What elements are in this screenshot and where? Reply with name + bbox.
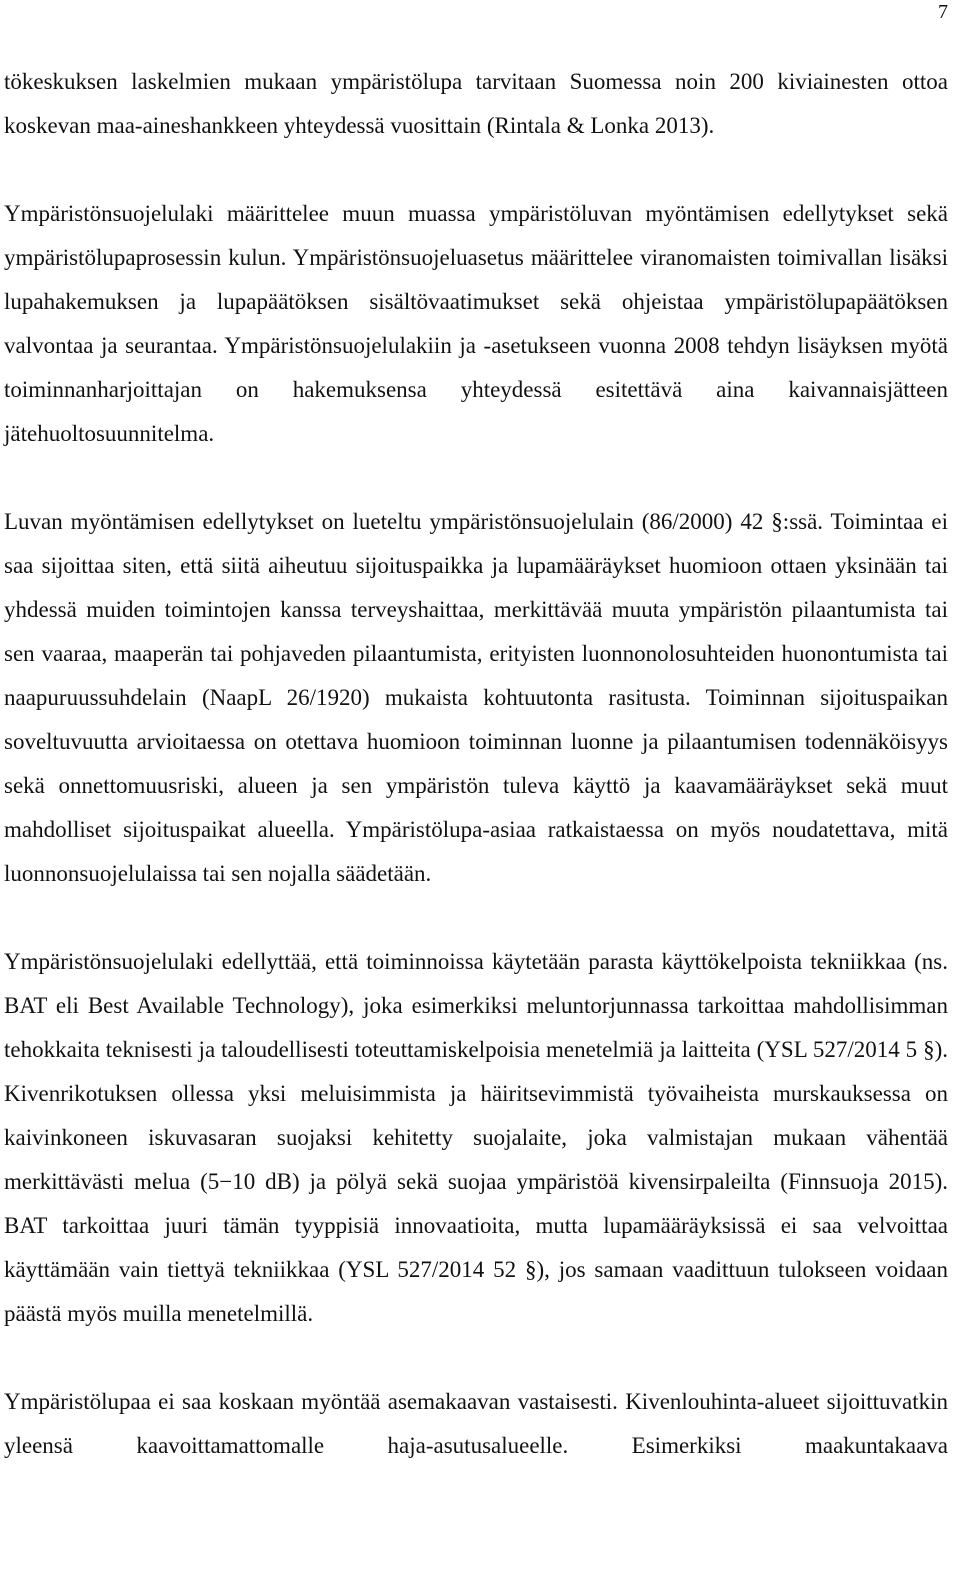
document-body — [4, 60, 948, 1468]
paragraph-5: Ympäristölupaa ei saa koskaan myöntää asemakaavan vastaisesti. Kivenlouhinta-alueet sijoittuvatkin yleensä kaavoittamattomalle haja-asutusalueelle. Esimerkiksi maakuntakaava — [4, 1389, 948, 1458]
paragraph-gap — [4, 148, 948, 192]
paragraph-gap — [4, 1336, 948, 1380]
paragraph-2: Ympäristönsuojelulaki määrittelee muun muassa ympäristöluvan myöntämisen edellytykset sekä ympäristölupaprosessin kulun. Ympäristönsuojeluasetus määrittelee viranomaisten toimivallan lisäksi lupahakemuksen ja lupapäätöksen sisältövaatimukset sekä ohjeistaa ympäristölupapäätöksen valvontaa ja seurantaa. Ympäristönsuojelulakiin ja -asetukseen vuonna 2008 tehdyn lisäyksen myötä toiminnanharjoittajan on hakemuksensa yhteydessä esitettävä aina kaivannaisjätteen jätehuoltosuunnitelma. — [4, 201, 948, 446]
paragraph-3: Luvan myöntämisen edellytykset on lueteltu ympäristönsuojelulain (86/2000) 42 §:ssä. Toimintaa ei saa sijoittaa siten, että siitä aiheutuu sijoituspaikka ja lupamääräykset huomioon ottaen yksinään tai yhdessä muiden toimintojen kanssa terveyshaittaa, merkittävää muuta ympäristön pilaantumista tai sen vaaraa, maaperän tai pohjaveden pilaantumista, erityisten luonnonolosuhteiden huonontumista tai naapuruussuhdelain (NaapL 26/1920) mukaista kohtuutonta rasitusta. Toiminnan sijoituspaikan soveltuvuutta arvioitaessa on otettava huomioon toiminnan luonne ja pilaantumisen todennäköisyys sekä onnettomuusriski, alueen ja sen ympäristön tuleva käyttö ja kaavamääräykset sekä muut mahdolliset sijoituspaikat alueella. Ympäristölupa-asiaa ratkaistaessa on myös noudatettava, mitä luonnonsuojelulaissa tai sen nojalla säädetään. — [4, 509, 948, 886]
paragraph-gap — [4, 896, 948, 940]
page-number: 7 — [938, 1, 948, 23]
paragraph-gap — [4, 456, 948, 500]
paragraph-4: Ympäristönsuojelulaki edellyttää, että toiminnoissa käytetään parasta käyttökelpoista tekniikkaa (ns. BAT eli Best Available Technology), joka esimerkiksi meluntorjunnassa tarkoittaa mahdollisimman tehokkaita teknisesti ja taloudellisesti toteuttamiskelpoisia menetelmiä ja laitteita (YSL 527/2014 5 §). Kivenrikotuksen ollessa yksi meluisimmista ja häiritsevimmistä työvaiheista murskauksessa on kaivinkoneen iskuvasaran suojaksi kehitetty suojalaite, joka valmistajan mukaan vähentää merkittävästi melua (5−10 dB) ja pölyä sekä suojaa ympäristöä kivensirpaleilta (Finnsuoja 2015). BAT tarkoittaa juuri tämän tyyppisiä innovaatioita, mutta lupamääräyksissä ei saa velvoittaa käyttämään vain tiettyä tekniikkaa (YSL 527/2014 52 §), jos samaan vaadittuun tulokseen voidaan päästä myös muilla menetelmillä. — [4, 949, 948, 1326]
paragraph-1: tökeskuksen laskelmien mukaan ympäristölupa tarvitaan Suomessa noin 200 kiviainesten ottoa koskevan maa-aineshankkeen yhteydessä vuosittain (Rintala & Lonka 2013). — [4, 69, 948, 138]
